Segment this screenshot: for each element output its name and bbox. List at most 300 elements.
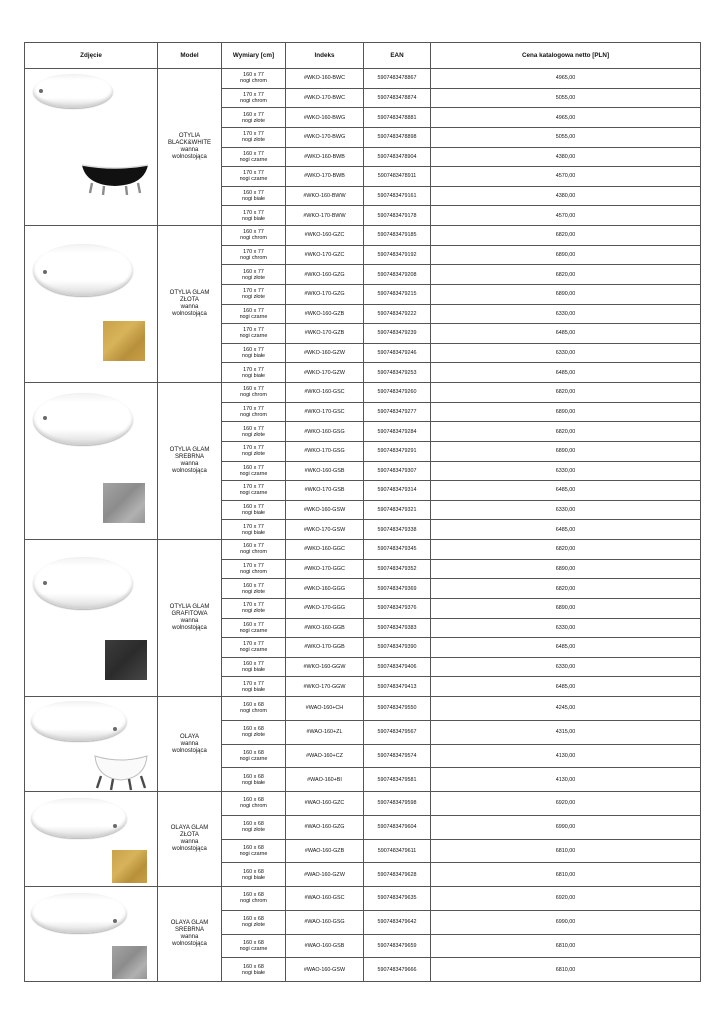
index-cell: #WKO-160-GZG bbox=[286, 265, 364, 285]
price-cell: 5055,00 bbox=[431, 88, 701, 108]
index-cell: #WKO-170-GZB bbox=[286, 324, 364, 344]
dimensions-value: 160 x 77 bbox=[243, 229, 264, 236]
price-cell: 6330,00 bbox=[431, 304, 701, 324]
model-name-line: wolnostojąca bbox=[172, 154, 207, 160]
price-cell: 6890,00 bbox=[431, 284, 701, 304]
dimensions-value: 170 x 77 bbox=[243, 562, 264, 569]
dimensions-value: 170 x 77 bbox=[243, 366, 264, 373]
bathtub-drain bbox=[113, 727, 117, 731]
dimensions-cell bbox=[222, 863, 286, 887]
legs-finish: nogi białe bbox=[241, 510, 266, 517]
bathtub-drain bbox=[43, 270, 47, 274]
legs-finish: nogi czarne bbox=[239, 850, 268, 857]
ean-cell: 5907483479246 bbox=[364, 343, 431, 363]
model-name-line: OLAYA GLAM bbox=[170, 825, 209, 831]
bathtub-drain bbox=[43, 416, 47, 420]
photo-cell bbox=[25, 226, 158, 383]
bathtub-drain bbox=[43, 581, 47, 585]
price-list-table bbox=[24, 42, 701, 982]
dimensions-value: 160 x 68 bbox=[243, 916, 264, 923]
ean-cell: 5907483479390 bbox=[364, 638, 431, 658]
dimensions-value: 160 x 77 bbox=[243, 582, 264, 589]
ean-cell: 5907483479314 bbox=[364, 481, 431, 501]
price-cell: 6485,00 bbox=[431, 638, 701, 658]
dimensions-cell bbox=[222, 910, 286, 934]
ean-cell: 5907483479413 bbox=[364, 677, 431, 697]
ean-cell: 5907483479178 bbox=[364, 206, 431, 226]
model-cell bbox=[158, 887, 222, 982]
legs-finish: nogi białe bbox=[241, 779, 266, 786]
dimensions-cell bbox=[222, 481, 286, 501]
dimensions-cell bbox=[222, 815, 286, 839]
dimensions-value: 160 x 77 bbox=[243, 347, 264, 354]
dimensions-cell bbox=[222, 304, 286, 324]
ean-cell: 5907483479376 bbox=[364, 598, 431, 618]
index-cell: #WKO-170-GGG bbox=[286, 598, 364, 618]
legs-finish: nogi białe bbox=[241, 215, 266, 222]
index-cell: #WAO-160+CH bbox=[286, 697, 364, 721]
price-cell: 6330,00 bbox=[431, 343, 701, 363]
index-cell: #WKO-170-GSW bbox=[286, 520, 364, 540]
price-cell: 6920,00 bbox=[431, 887, 701, 911]
bathtub-olaya-photo bbox=[25, 697, 158, 791]
ean-cell: 5907483479338 bbox=[364, 520, 431, 540]
bathtub-olaya-glam-silver-photo bbox=[25, 887, 158, 981]
legs-finish: nogi czarne bbox=[239, 470, 268, 477]
dimensions-cell bbox=[222, 245, 286, 265]
model-name-line: wanna bbox=[180, 839, 199, 845]
price-cell: 6810,00 bbox=[431, 839, 701, 863]
index-cell: #WKO-170-GZG bbox=[286, 284, 364, 304]
dimensions-value: 160 x 68 bbox=[243, 821, 264, 828]
dimensions-value: 160 x 77 bbox=[243, 190, 264, 197]
legs-finish: nogi złote bbox=[241, 294, 266, 301]
price-cell: 4130,00 bbox=[431, 768, 701, 792]
price-cell: 6890,00 bbox=[431, 441, 701, 461]
dimensions-cell bbox=[222, 69, 286, 89]
legs-finish: nogi chrom bbox=[240, 235, 267, 242]
index-cell: #WKO-160-GGG bbox=[286, 579, 364, 599]
index-cell: #WAO-160-GZW bbox=[286, 863, 364, 887]
legs-finish: nogi chrom bbox=[240, 708, 267, 715]
price-cell: 6890,00 bbox=[431, 402, 701, 422]
header-photo: Zdjęcie bbox=[25, 43, 158, 69]
dimensions-cell bbox=[222, 363, 286, 383]
photo-cell bbox=[25, 792, 158, 887]
ean-cell: 5907483479253 bbox=[364, 363, 431, 383]
price-cell: 4570,00 bbox=[431, 206, 701, 226]
dimensions-cell bbox=[222, 638, 286, 658]
model-name-line: OTYLIA GLAM bbox=[169, 290, 210, 296]
silver-finish-swatch bbox=[103, 483, 145, 523]
table-row bbox=[25, 383, 701, 403]
price-cell: 6990,00 bbox=[431, 910, 701, 934]
clawfoot-tub-black-image bbox=[80, 161, 150, 197]
dimensions-cell bbox=[222, 618, 286, 638]
price-cell: 4245,00 bbox=[431, 697, 701, 721]
legs-finish: nogi złote bbox=[241, 588, 266, 595]
ean-cell: 5907483479659 bbox=[364, 934, 431, 958]
dimensions-value: 170 x 77 bbox=[243, 641, 264, 648]
index-cell: #WAO-160+BI bbox=[286, 768, 364, 792]
ean-cell: 5907483479277 bbox=[364, 402, 431, 422]
dimensions-value: 160 x 77 bbox=[243, 464, 264, 471]
graphite-finish-swatch bbox=[105, 640, 147, 680]
model-name-line: wanna bbox=[180, 147, 199, 153]
dimensions-value: 170 x 77 bbox=[243, 523, 264, 530]
price-cell: 4965,00 bbox=[431, 69, 701, 89]
ean-cell: 5907483479192 bbox=[364, 245, 431, 265]
index-cell: #WKO-170-BWW bbox=[286, 206, 364, 226]
dimensions-value: 160 x 77 bbox=[243, 150, 264, 157]
dimensions-value: 160 x 68 bbox=[243, 939, 264, 946]
price-cell: 6330,00 bbox=[431, 657, 701, 677]
price-cell: 6820,00 bbox=[431, 540, 701, 560]
legs-finish: nogi złote bbox=[241, 827, 266, 834]
ean-cell: 5907483479635 bbox=[364, 887, 431, 911]
model-name-line: wanna bbox=[180, 304, 199, 310]
bathtub-olaya-glam-gold-photo bbox=[25, 792, 158, 886]
dimensions-value: 170 x 77 bbox=[243, 405, 264, 412]
ean-cell: 5907483479284 bbox=[364, 422, 431, 442]
model-name-line: OLAYA bbox=[179, 733, 200, 740]
index-cell: #WKO-170-GGW bbox=[286, 677, 364, 697]
ean-cell: 5907483479406 bbox=[364, 657, 431, 677]
header-price: Cena katalogowa netto [PLN] bbox=[431, 43, 701, 69]
dimensions-cell bbox=[222, 958, 286, 982]
dimensions-value: 170 x 77 bbox=[243, 131, 264, 138]
index-cell: #WKO-160-GSC bbox=[286, 383, 364, 403]
index-cell: #WAO-160+ZL bbox=[286, 720, 364, 744]
header-row bbox=[25, 43, 701, 69]
ean-cell: 5907483479222 bbox=[364, 304, 431, 324]
price-cell: 6485,00 bbox=[431, 363, 701, 383]
dimensions-value: 160 x 77 bbox=[243, 386, 264, 393]
index-cell: #WKO-170-GZC bbox=[286, 245, 364, 265]
price-cell: 6820,00 bbox=[431, 422, 701, 442]
legs-finish: nogi czarne bbox=[239, 627, 268, 634]
legs-finish: nogi złote bbox=[241, 117, 266, 124]
ean-cell: 5907483479291 bbox=[364, 441, 431, 461]
legs-finish: nogi złote bbox=[241, 451, 266, 458]
gold-finish-swatch bbox=[103, 321, 145, 361]
dimensions-cell bbox=[222, 226, 286, 246]
legs-finish: nogi czarne bbox=[239, 945, 268, 952]
price-cell: 5055,00 bbox=[431, 127, 701, 147]
dimensions-value: 160 x 68 bbox=[243, 773, 264, 780]
legs-finish: nogi złote bbox=[241, 608, 266, 615]
index-cell: #WKO-170-BWC bbox=[286, 88, 364, 108]
model-name-line: OTYLIA GLAM bbox=[169, 604, 210, 610]
ean-cell: 5907483479307 bbox=[364, 461, 431, 481]
legs-finish: nogi czarne bbox=[239, 490, 268, 497]
legs-finish: nogi chrom bbox=[240, 568, 267, 575]
dimensions-cell bbox=[222, 839, 286, 863]
ean-cell: 5907483479352 bbox=[364, 559, 431, 579]
index-cell: #WAO-160-GSG bbox=[286, 910, 364, 934]
legs-finish: nogi złote bbox=[241, 922, 266, 929]
model-cell bbox=[158, 792, 222, 887]
model-cell bbox=[158, 697, 222, 792]
dimensions-cell bbox=[222, 167, 286, 187]
ean-cell: 5907483479666 bbox=[364, 958, 431, 982]
ean-cell: 5907483478874 bbox=[364, 88, 431, 108]
table-row bbox=[25, 792, 701, 816]
model-name-line: BLACK&WHITE bbox=[167, 140, 211, 146]
legs-finish: nogi białe bbox=[241, 196, 266, 203]
legs-finish: nogi czarne bbox=[239, 313, 268, 320]
dimensions-value: 160 x 77 bbox=[243, 72, 264, 79]
dimensions-cell bbox=[222, 402, 286, 422]
legs-finish: nogi chrom bbox=[240, 549, 267, 556]
price-cell: 6990,00 bbox=[431, 815, 701, 839]
price-cell: 6485,00 bbox=[431, 520, 701, 540]
dimensions-value: 160 x 77 bbox=[243, 425, 264, 432]
dimensions-value: 160 x 77 bbox=[243, 307, 264, 314]
price-cell: 6485,00 bbox=[431, 677, 701, 697]
price-cell: 6330,00 bbox=[431, 461, 701, 481]
model-name-line: wolnostojąca bbox=[172, 747, 207, 754]
model-name-line: wolnostojąca bbox=[172, 941, 207, 947]
bathtub-drain bbox=[39, 89, 43, 93]
index-cell: #WAO-160-GZG bbox=[286, 815, 364, 839]
ean-cell: 5907483479239 bbox=[364, 324, 431, 344]
bathtub-photo bbox=[33, 74, 113, 108]
dimensions-value: 170 x 77 bbox=[243, 484, 264, 491]
dimensions-cell bbox=[222, 500, 286, 520]
ean-cell: 5907483479185 bbox=[364, 226, 431, 246]
model-name-line: wolnostojąca bbox=[172, 468, 207, 474]
index-cell: #WKO-170-BWB bbox=[286, 167, 364, 187]
bathtub-photo bbox=[31, 893, 127, 933]
legs-finish: nogi chrom bbox=[240, 254, 267, 261]
table-row bbox=[25, 540, 701, 560]
legs-finish: nogi czarne bbox=[239, 156, 268, 163]
price-cell: 6890,00 bbox=[431, 559, 701, 579]
dimensions-cell bbox=[222, 559, 286, 579]
legs-finish: nogi czarne bbox=[239, 647, 268, 654]
legs-finish: nogi chrom bbox=[240, 97, 267, 104]
index-cell: #WAO-160-GSW bbox=[286, 958, 364, 982]
legs-finish: nogi złote bbox=[241, 431, 266, 438]
price-cell: 4570,00 bbox=[431, 167, 701, 187]
dimensions-value: 160 x 68 bbox=[243, 726, 264, 733]
bathtub-glam-silver-photo bbox=[25, 383, 158, 539]
model-name-line: SREBRNA bbox=[174, 927, 204, 933]
model-name-line: ZŁOTA bbox=[180, 832, 199, 838]
index-cell: #WKO-160-BWC bbox=[286, 69, 364, 89]
ean-cell: 5907483478904 bbox=[364, 147, 431, 167]
bathtub-glam-gold-photo bbox=[25, 226, 158, 382]
ean-cell: 5907483479604 bbox=[364, 815, 431, 839]
silver-finish-swatch bbox=[112, 946, 147, 979]
index-cell: #WKO-170-GSC bbox=[286, 402, 364, 422]
dimensions-cell bbox=[222, 540, 286, 560]
ean-cell: 5907483478867 bbox=[364, 69, 431, 89]
bathtub-drain bbox=[113, 919, 117, 923]
legs-finish: nogi chrom bbox=[240, 392, 267, 399]
price-cell: 4965,00 bbox=[431, 108, 701, 128]
ean-cell: 5907483479581 bbox=[364, 768, 431, 792]
dimensions-cell bbox=[222, 887, 286, 911]
legs-finish: nogi chrom bbox=[240, 411, 267, 418]
dimensions-cell bbox=[222, 934, 286, 958]
index-cell: #WKO-160-GGC bbox=[286, 540, 364, 560]
header-index: Indeks bbox=[286, 43, 364, 69]
dimensions-value: 170 x 77 bbox=[243, 91, 264, 98]
dimensions-value: 160 x 68 bbox=[243, 749, 264, 756]
ean-cell: 5907483479574 bbox=[364, 744, 431, 768]
dimensions-cell bbox=[222, 461, 286, 481]
dimensions-value: 160 x 77 bbox=[243, 543, 264, 550]
index-cell: #WKO-160-GSB bbox=[286, 461, 364, 481]
table-row bbox=[25, 697, 701, 721]
dimensions-cell bbox=[222, 108, 286, 128]
dimensions-value: 170 x 77 bbox=[243, 170, 264, 177]
legs-finish: nogi czarne bbox=[239, 755, 268, 762]
model-name-line: wanna bbox=[180, 461, 199, 467]
index-cell: #WKO-160-BWB bbox=[286, 147, 364, 167]
index-cell: #WKO-160-GZC bbox=[286, 226, 364, 246]
dimensions-cell bbox=[222, 343, 286, 363]
model-name-line: ZŁOTA bbox=[180, 297, 199, 303]
price-cell: 6920,00 bbox=[431, 792, 701, 816]
dimensions-cell bbox=[222, 657, 286, 677]
dimensions-cell bbox=[222, 206, 286, 226]
photo-cell bbox=[25, 697, 158, 792]
dimensions-cell bbox=[222, 598, 286, 618]
legs-finish: nogi białe bbox=[241, 874, 266, 881]
legs-finish: nogi chrom bbox=[240, 803, 267, 810]
dimensions-cell bbox=[222, 186, 286, 206]
dimensions-cell bbox=[222, 147, 286, 167]
legs-finish: nogi białe bbox=[241, 667, 266, 674]
model-name-line: wanna bbox=[180, 618, 199, 624]
table-row bbox=[25, 887, 701, 911]
price-cell: 4380,00 bbox=[431, 147, 701, 167]
ean-cell: 5907483478881 bbox=[364, 108, 431, 128]
bathtub-photo bbox=[31, 798, 127, 838]
model-name-line: wolnostojąca bbox=[172, 625, 207, 631]
index-cell: #WKO-170-GGB bbox=[286, 638, 364, 658]
bathtub-glam-graphite-photo bbox=[25, 540, 158, 696]
dimensions-value: 170 x 77 bbox=[243, 209, 264, 216]
model-name-line: wolnostojąca bbox=[172, 846, 207, 852]
model-cell bbox=[158, 383, 222, 540]
legs-finish: nogi złote bbox=[241, 732, 266, 739]
dimensions-value: 170 x 77 bbox=[243, 680, 264, 687]
price-cell: 6820,00 bbox=[431, 265, 701, 285]
legs-finish: nogi białe bbox=[241, 686, 266, 693]
index-cell: #WAO-160-GZC bbox=[286, 792, 364, 816]
model-name-line: OLAYA GLAM bbox=[170, 920, 209, 926]
model-cell bbox=[158, 69, 222, 226]
price-cell: 4315,00 bbox=[431, 720, 701, 744]
index-cell: #WAO-160+CZ bbox=[286, 744, 364, 768]
ean-cell: 5907483479215 bbox=[364, 284, 431, 304]
dimensions-cell bbox=[222, 792, 286, 816]
bathtub-photo bbox=[33, 557, 133, 609]
price-cell: 6810,00 bbox=[431, 934, 701, 958]
index-cell: #WAO-160-GSC bbox=[286, 887, 364, 911]
price-cell: 6890,00 bbox=[431, 598, 701, 618]
header-model: Model bbox=[158, 43, 222, 69]
index-cell: #WKO-160-GSG bbox=[286, 422, 364, 442]
price-cell: 6330,00 bbox=[431, 618, 701, 638]
dimensions-value: 160 x 68 bbox=[243, 868, 264, 875]
index-cell: #WAO-160-GZB bbox=[286, 839, 364, 863]
index-cell: #WKO-160-GZW bbox=[286, 343, 364, 363]
ean-cell: 5907483479383 bbox=[364, 618, 431, 638]
ean-cell: 5907483479550 bbox=[364, 697, 431, 721]
ean-cell: 5907483479321 bbox=[364, 500, 431, 520]
bathtub-photo bbox=[33, 244, 133, 296]
dimensions-cell bbox=[222, 422, 286, 442]
price-cell: 6820,00 bbox=[431, 383, 701, 403]
dimensions-value: 160 x 77 bbox=[243, 621, 264, 628]
photo-cell bbox=[25, 540, 158, 697]
table-row bbox=[25, 69, 701, 89]
dimensions-cell bbox=[222, 383, 286, 403]
model-name-line: wanna bbox=[180, 740, 199, 747]
gold-finish-swatch bbox=[112, 850, 147, 883]
dimensions-value: 160 x 68 bbox=[243, 702, 264, 709]
index-cell: #WKO-170-GGC bbox=[286, 559, 364, 579]
index-cell: #WKO-170-GSB bbox=[286, 481, 364, 501]
price-cell: 4380,00 bbox=[431, 186, 701, 206]
dimensions-cell bbox=[222, 127, 286, 147]
ean-cell: 5907483479598 bbox=[364, 792, 431, 816]
price-cell: 6810,00 bbox=[431, 863, 701, 887]
index-cell: #WKO-160-BWG bbox=[286, 108, 364, 128]
dimensions-value: 170 x 77 bbox=[243, 327, 264, 334]
ean-cell: 5907483479260 bbox=[364, 383, 431, 403]
model-name-line: wolnostojąca bbox=[172, 311, 207, 317]
dimensions-cell bbox=[222, 579, 286, 599]
ean-cell: 5907483479369 bbox=[364, 579, 431, 599]
model-name-line: OTYLIA bbox=[178, 133, 201, 139]
dimensions-value: 170 x 77 bbox=[243, 248, 264, 255]
index-cell: #WKO-160-BWW bbox=[286, 186, 364, 206]
dimensions-value: 170 x 77 bbox=[243, 288, 264, 295]
dimensions-cell bbox=[222, 520, 286, 540]
dimensions-value: 160 x 77 bbox=[243, 111, 264, 118]
ean-cell: 5907483478911 bbox=[364, 167, 431, 187]
dimensions-value: 160 x 68 bbox=[243, 963, 264, 970]
model-cell bbox=[158, 226, 222, 383]
dimensions-cell bbox=[222, 284, 286, 304]
dimensions-cell bbox=[222, 720, 286, 744]
price-cell: 6820,00 bbox=[431, 226, 701, 246]
dimensions-value: 170 x 77 bbox=[243, 602, 264, 609]
ean-cell: 5907483479161 bbox=[364, 186, 431, 206]
bathtub-photo bbox=[33, 393, 133, 445]
price-cell: 6485,00 bbox=[431, 324, 701, 344]
price-cell: 6890,00 bbox=[431, 245, 701, 265]
ean-cell: 5907483479611 bbox=[364, 839, 431, 863]
bathtub-photo bbox=[31, 701, 127, 741]
dimensions-cell bbox=[222, 744, 286, 768]
legs-finish: nogi białe bbox=[241, 969, 266, 976]
price-cell: 6810,00 bbox=[431, 958, 701, 982]
ean-cell: 5907483478898 bbox=[364, 127, 431, 147]
ean-cell: 5907483479628 bbox=[364, 863, 431, 887]
index-cell: #WKO-160-GSW bbox=[286, 500, 364, 520]
index-cell: #WKO-170-GZW bbox=[286, 363, 364, 383]
dimensions-cell bbox=[222, 324, 286, 344]
legs-finish: nogi chrom bbox=[240, 898, 267, 905]
dimensions-cell bbox=[222, 677, 286, 697]
